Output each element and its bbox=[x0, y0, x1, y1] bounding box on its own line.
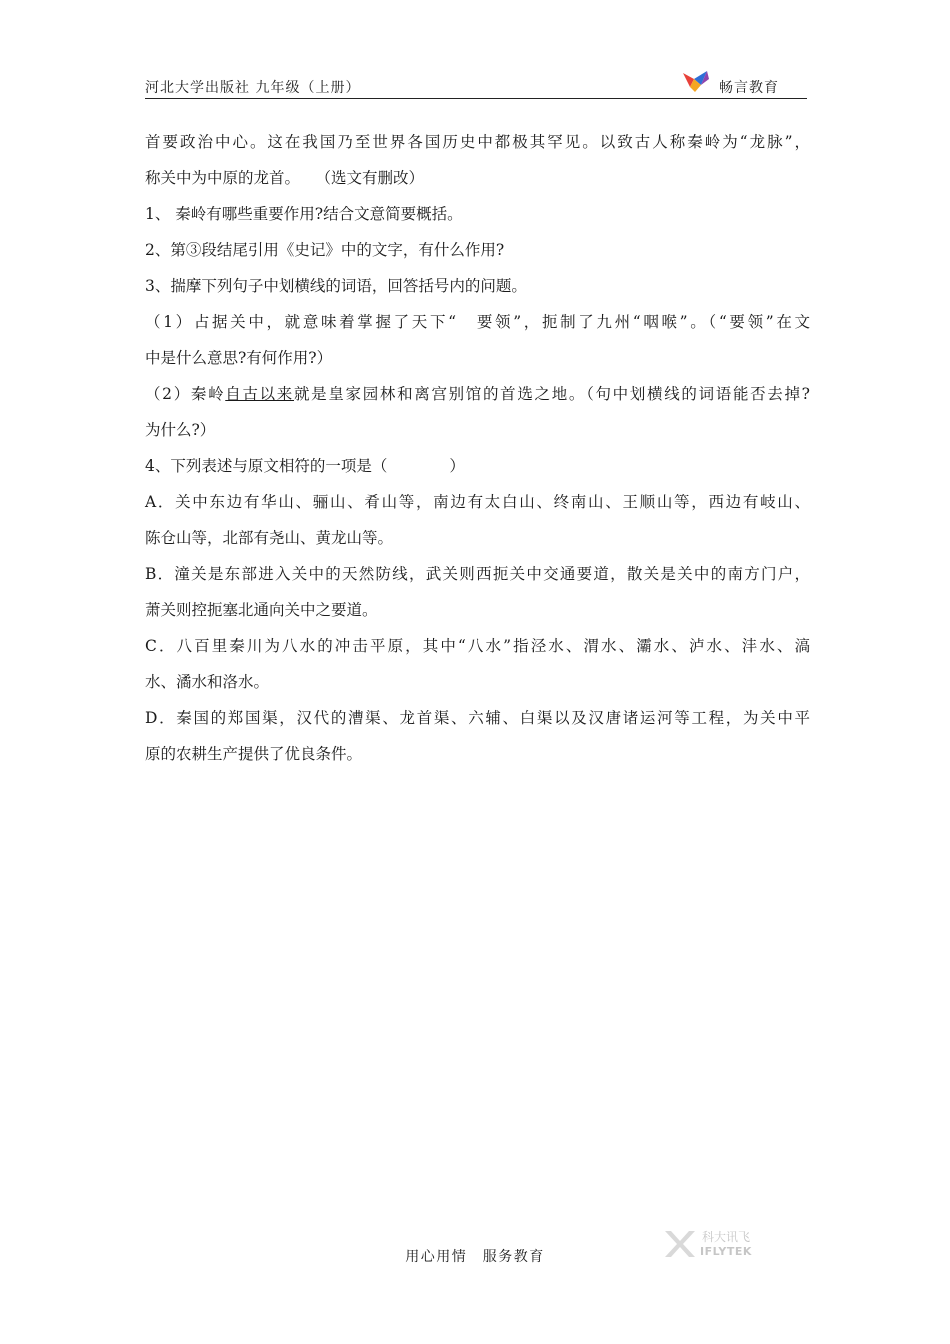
option-c: C．八百里秦川为八水的冲击平原，其中“八水”指泾水、渭水、灞水、泸水、沣水、滈 bbox=[145, 637, 810, 655]
q3-2-prefix: （2）秦岭 bbox=[145, 385, 226, 403]
question-1: 1、 秦岭有哪些重要作用?结合文意简要概括。 bbox=[145, 205, 463, 223]
text-line: 首要政治中心。这在我国乃至世界各国历史中都极其罕见。以致古人称秦岭为“龙脉”， bbox=[145, 133, 810, 151]
question-2: 2、第③段结尾引用《史记》中的文字，有什么作用? bbox=[145, 241, 505, 259]
question-4: 4、下列表述与原文相符的一项是（ ） bbox=[145, 457, 465, 475]
page-footer: 用心用情 服务教育 bbox=[405, 1249, 545, 1265]
question-3-1: （1）占据关中，就意味着掌握了天下“ 要领”，扼制了九州“咽喉”。（“要领”在文 bbox=[145, 313, 810, 331]
brand-name: 畅言教育 bbox=[719, 80, 779, 96]
underlined-phrase: 自古以来 bbox=[225, 385, 294, 403]
option-a-cont: 陈仓山等，北部有尧山、黄龙山等。 bbox=[145, 529, 394, 547]
text-line: 中是什么意思?有何作用?） bbox=[145, 349, 333, 367]
option-d-cont: 原的农耕生产提供了优良条件。 bbox=[145, 745, 363, 763]
iflytek-cn: 科大讯飞 bbox=[702, 1230, 751, 1244]
q3-2-suffix: 就是皇家园林和离宫别馆的首选之地。（句中划横线的词语能否去掉? bbox=[294, 385, 810, 403]
question-3-2 bbox=[145, 376, 810, 412]
option-c-cont: 水、潏水和洛水。 bbox=[145, 673, 270, 691]
option-b-cont: 萧关则控扼塞北通向关中之要道。 bbox=[145, 601, 378, 619]
text-line: 称关中为中原的龙首。 （选文有删改） bbox=[145, 169, 425, 187]
iflytek-en: IFLYTEK bbox=[700, 1245, 752, 1258]
document-body bbox=[145, 124, 810, 772]
bird-logo-icon bbox=[681, 67, 711, 93]
option-a: A．关中东边有华山、骊山、肴山等，南边有太白山、终南山、王顺山等，西边有岐山、 bbox=[145, 493, 810, 511]
question-3: 3、揣摩下列句子中划横线的词语，回答括号内的问题。 bbox=[145, 277, 527, 295]
text-line: 为什么?） bbox=[145, 421, 216, 439]
option-b: B．潼关是东部进入关中的天然防线，武关则西扼关中交通要道，散关是关中的南方门户， bbox=[145, 565, 810, 583]
publisher-grade-label: 河北大学出版社 九年级（上册） bbox=[145, 80, 361, 96]
option-d: D．秦国的郑国渠，汉代的漕渠、龙首渠、六辅、白渠以及汉唐诸运河等工程，为关中平 bbox=[145, 709, 810, 727]
page-header bbox=[145, 68, 807, 99]
